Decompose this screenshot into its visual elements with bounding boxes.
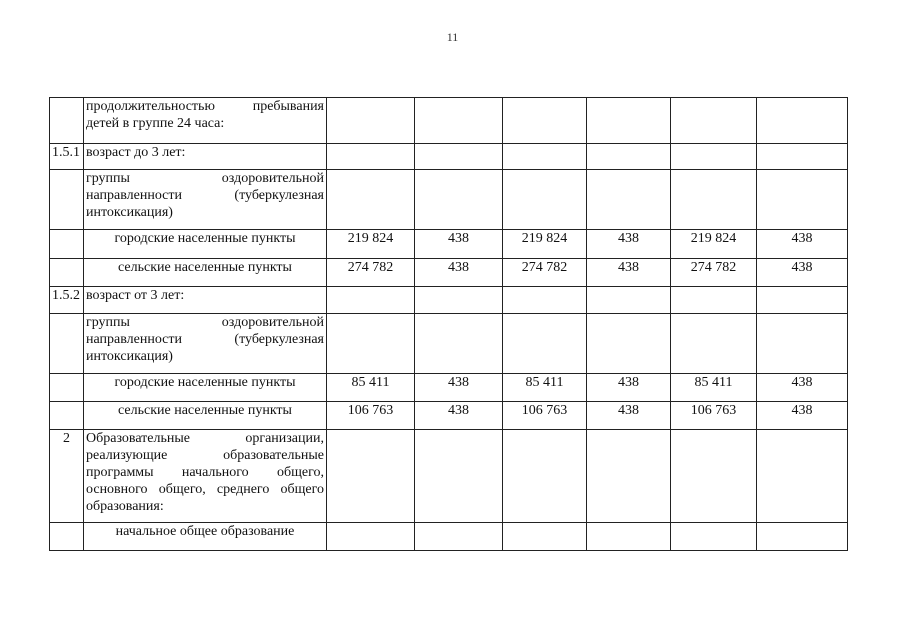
value-cell (503, 314, 587, 374)
value-cell: 106 763 (503, 402, 587, 430)
table-row (50, 430, 848, 523)
value-cell: 438 (757, 402, 848, 430)
value-cell (757, 430, 848, 523)
value-cell: 85 411 (327, 374, 415, 402)
value-cell (587, 98, 671, 144)
table-row (50, 523, 848, 551)
value-cell: 438 (587, 259, 671, 287)
table-row (50, 170, 848, 230)
value-cell (671, 314, 757, 374)
page-number: 11 (446, 30, 459, 44)
value-cell (327, 170, 415, 230)
row-description: возраст от 3 лет: (84, 287, 327, 314)
value-cell (415, 144, 503, 170)
table-row (50, 374, 848, 402)
value-cell: 438 (415, 374, 503, 402)
value-cell (503, 98, 587, 144)
value-cell (587, 287, 671, 314)
value-cell (757, 523, 848, 551)
value-cell (671, 98, 757, 144)
table-row (50, 259, 848, 287)
value-cell: 274 782 (671, 259, 757, 287)
value-cell (415, 314, 503, 374)
value-cell (503, 287, 587, 314)
value-cell (671, 287, 757, 314)
value-cell: 274 782 (503, 259, 587, 287)
row-number (50, 374, 84, 402)
value-cell: 438 (757, 374, 848, 402)
value-cell (415, 287, 503, 314)
row-number: 1.5.2 (50, 287, 84, 314)
value-cell (757, 170, 848, 230)
value-cell (671, 430, 757, 523)
value-cell (503, 144, 587, 170)
table-row (50, 402, 848, 430)
value-cell: 438 (587, 402, 671, 430)
value-cell (587, 170, 671, 230)
row-number: 1.5.1 (50, 144, 84, 170)
value-cell: 106 763 (671, 402, 757, 430)
value-cell: 85 411 (671, 374, 757, 402)
row-number (50, 170, 84, 230)
value-cell: 438 (757, 259, 848, 287)
value-cell (415, 98, 503, 144)
row-number (50, 402, 84, 430)
value-cell (503, 170, 587, 230)
value-cell: 438 (587, 374, 671, 402)
value-cell: 219 824 (327, 230, 415, 259)
value-cell (671, 523, 757, 551)
row-number: 2 (50, 430, 84, 523)
value-cell (587, 314, 671, 374)
value-cell (327, 523, 415, 551)
value-cell (415, 170, 503, 230)
value-cell: 219 824 (503, 230, 587, 259)
value-cell (327, 144, 415, 170)
row-number (50, 523, 84, 551)
row-description: городские населенные пункты (84, 230, 327, 259)
row-number (50, 98, 84, 144)
table-row (50, 314, 848, 374)
value-cell (327, 98, 415, 144)
value-cell (503, 430, 587, 523)
value-cell (587, 523, 671, 551)
value-cell: 85 411 (503, 374, 587, 402)
row-description: группы оздоровительной направленности (туберкулезная интоксикация) (84, 314, 327, 374)
value-cell (757, 98, 848, 144)
value-cell: 438 (415, 259, 503, 287)
value-cell (587, 144, 671, 170)
value-cell (671, 170, 757, 230)
row-description: продолжительностью пребывания детей в группе 24 часа: (84, 98, 327, 144)
value-cell: 438 (415, 402, 503, 430)
row-description: городские населенные пункты (84, 374, 327, 402)
value-cell: 219 824 (671, 230, 757, 259)
table-row (50, 98, 848, 144)
value-cell: 438 (415, 230, 503, 259)
row-number (50, 314, 84, 374)
row-description: Образовательные организации, реализующие образовательные программы начального общего, основного общего, среднего общего образования: (84, 430, 327, 523)
value-cell (415, 523, 503, 551)
value-cell: 106 763 (327, 402, 415, 430)
value-cell (327, 287, 415, 314)
value-cell (327, 314, 415, 374)
row-description: группы оздоровительной направленности (туберкулезная интоксикация) (84, 170, 327, 230)
value-cell: 438 (757, 230, 848, 259)
row-number (50, 259, 84, 287)
table-row (50, 230, 848, 259)
value-cell (587, 430, 671, 523)
value-cell (757, 144, 848, 170)
row-number (50, 230, 84, 259)
value-cell (757, 287, 848, 314)
row-description: возраст до 3 лет: (84, 144, 327, 170)
value-cell (671, 144, 757, 170)
value-cell (415, 430, 503, 523)
row-description: сельские населенные пункты (84, 259, 327, 287)
row-description: сельские населенные пункты (84, 402, 327, 430)
table-row (50, 287, 848, 314)
value-cell (757, 314, 848, 374)
value-cell (327, 430, 415, 523)
value-cell: 274 782 (327, 259, 415, 287)
value-cell (503, 523, 587, 551)
value-cell: 438 (587, 230, 671, 259)
tariff-table (49, 97, 848, 551)
row-description: начальное общее образование (84, 523, 327, 551)
table-row (50, 144, 848, 170)
